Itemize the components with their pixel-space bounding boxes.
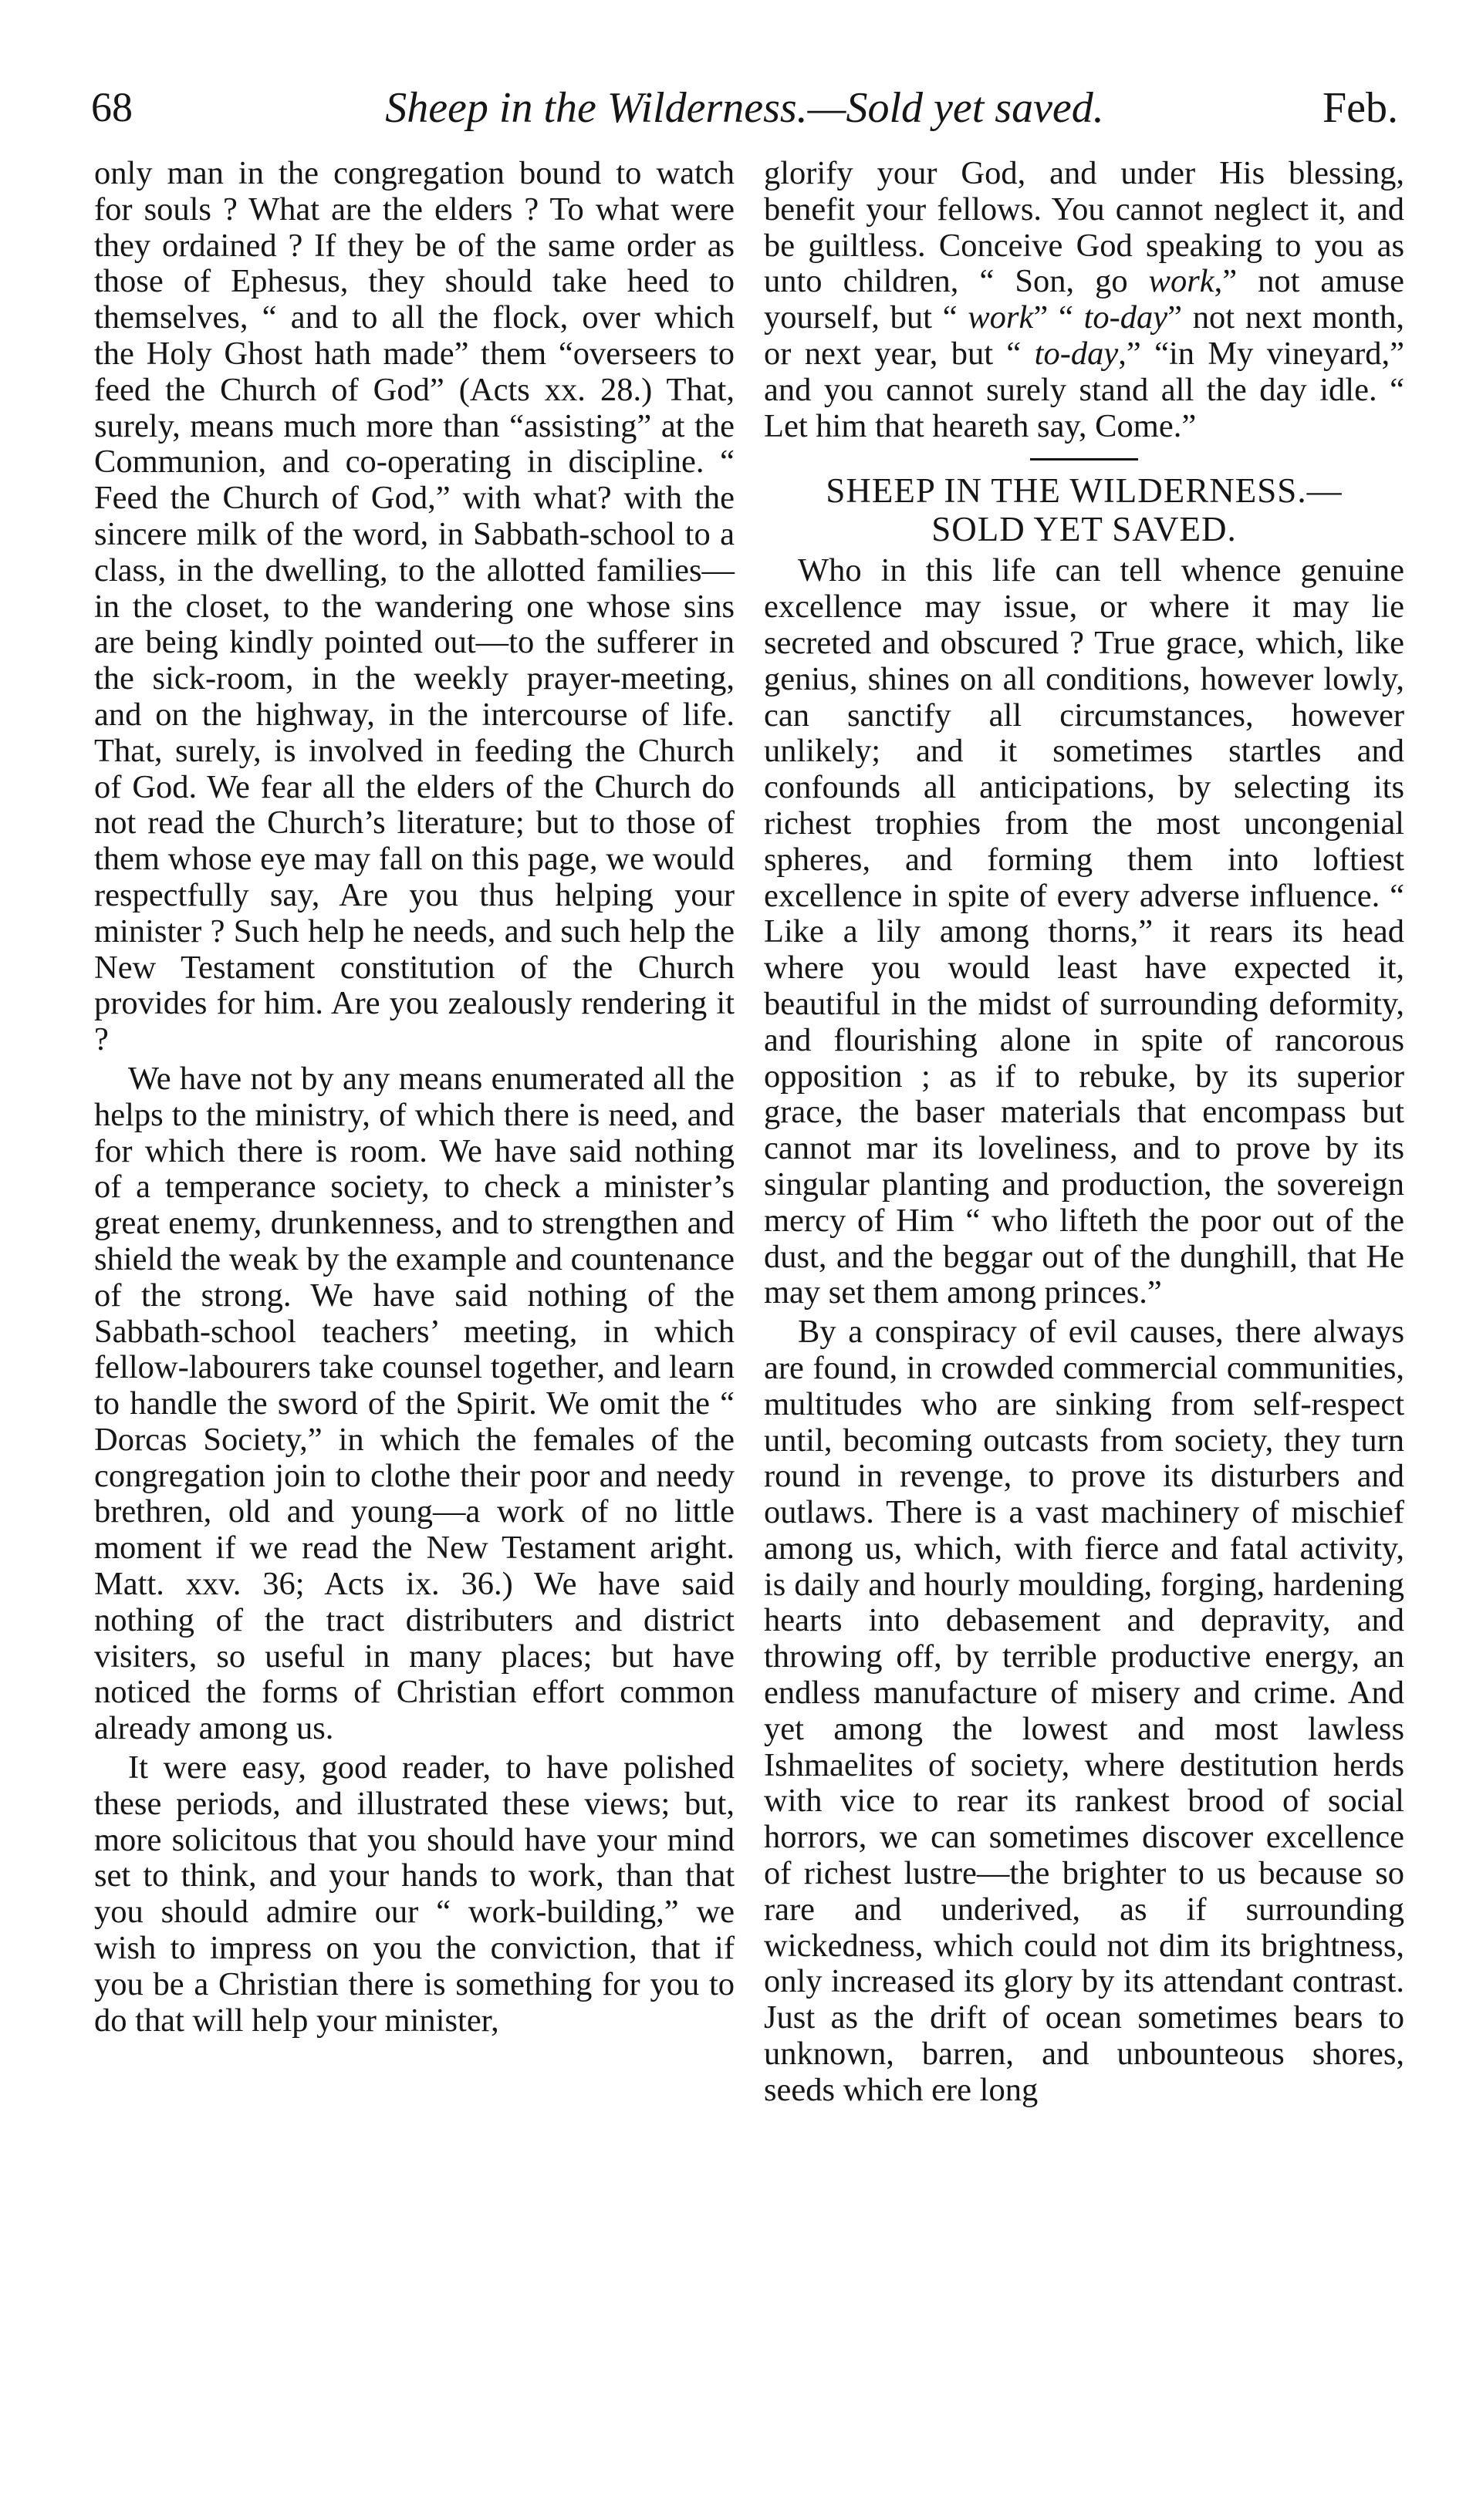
article-heading-line: SHEEP IN THE WILDERNESS.— (826, 471, 1343, 511)
paragraph: Who in this life can tell whence genuine excellence may issue, or where it may lie secreted and obscured ? True grace, which, like genius, shines on all conditions, however lowly, can sanctify all circumstances, however unlikely; and it sometimes startles and confounds all anticipations, by selecting its richest trophies from the most uncongenial spheres, and forming them into loftiest excellence in spite of every adverse influence. “ Like a lily among thorns,” it rears its head where you would least have expected it, beautiful in the midst of surrounding deformity, and flourishing alone in spite of rancorous opposition ; as if to rebuke, by its superior grace, the baser materials that encompass but cannot mar its loveliness, and to prove by its singular planting and production, the sovereign mercy of Him “ who lifteth the poor out of the dust, and the beggar out of the dunghill, that He may set them among princes.” (764, 552, 1404, 1311)
header-month: Feb. (1323, 84, 1398, 132)
article-heading-line: SOLD YET SAVED. (931, 510, 1237, 549)
article-heading (764, 471, 1404, 548)
paragraph: It were easy, good reader, to have polished these periods, and illustrated these views; but, more solicitous that you should have your mind set to think, and your hands to work, than that you should admire our “ work-building,” we wish to impress on you the conviction, that if you be a Christian there is something for you to do that will help your minister, (94, 1749, 735, 2039)
page-number: 68 (91, 84, 133, 130)
section-divider (1030, 458, 1138, 460)
running-title: Sheep in the Wilderness.—Sold yet saved. (385, 84, 1104, 132)
paragraph: only man in the congregation bound to watch for souls ? What are the elders ? To what were they ordained ? If they be of the same order as those of Ephesus, they should take heed to themselves, “ and to all the flock, over which the Holy Ghost hath made” them “overseers to feed the Church of God” (Acts xx. 28.) That, surely, means much more than “assisting” at the Communion, and co-operating in discipline. “ Feed the Church of God,” with what? with the sincere milk of the word, in Sabbath-school to a class, in the dwelling, to the allotted families—in the closet, to the wandering one whose sins are being kindly pointed out—to the sufferer in the sick-room, in the weekly prayer-meeting, and on the highway, in the intercourse of life. That, surely, is involved in feeding the Church of God. We fear all the elders of the Church do not read the Church’s literature; but to those of them whose eye may fall on this page, we would respectfully say, Are you thus helping your minister ? Such help he needs, and such help the New Testament constitution of the Church provides for him. Are you zealously rendering it ? (94, 155, 735, 1058)
paragraph: glorify your God, and under His blessing, benefit your fellows. You cannot neglect it, and be guiltless. Conceive God speaking to you as unto children, “ Son, go work,” not amuse yourself, but “ work” “ to-day” not next month, or next year, but “ to-day,” “in My vineyard,” and you cannot surely stand all the day idle. “ Let him that heareth say, Come.” (764, 155, 1404, 444)
paragraph: We have not by any means enumerated all the helps to the ministry, of which there is need, and for which there is room. We have said nothing of a temperance society, to check a minister’s great enemy, drunkenness, and to strengthen and shield the weak by the example and countenance of the strong. We have said nothing of the Sabbath-school teachers’ meeting, in which fellow-labourers take counsel together, and learn to handle the sword of the Spirit. We omit the “ Dorcas Society,” in which the females of the congregation join to clothe their poor and needy brethren, old and young—a work of no little moment if we read the New Testament aright. Matt. xxv. 36; Acts ix. 36.) We have said nothing of the tract distributers and district visiters, so useful in many places; but have noticed the forms of Christian effort common already among us. (94, 1060, 735, 1747)
running-header (91, 83, 1398, 148)
left-column (94, 156, 735, 2039)
right-column (764, 156, 1404, 2109)
paragraph: By a conspiracy of evil causes, there always are found, in crowded commercial communities, multitudes who are sinking from self-respect until, becoming outcasts from society, they turn round in revenge, to prove its disturbers and outlaws. There is a vast machinery of mischief among us, which, with fierce and fatal activity, is daily and hourly moulding, forging, hardening hearts into debasement and depravity, and throwing off, by terrible productive energy, an endless manufacture of misery and crime. And yet among the lowest and most lawless Ishmaelites of society, where destitution herds with vice to rear its rankest brood of social horrors, we can sometimes discover excellence of richest lustre—the brighter to us because so rare and underived, as if surrounding wickedness, which could not dim its brightness, only increased its glory by its attendant contrast. Just as the drift of ocean sometimes bears to unknown, barren, and unbounteous shores, seeds which ere long (764, 1314, 1404, 2108)
